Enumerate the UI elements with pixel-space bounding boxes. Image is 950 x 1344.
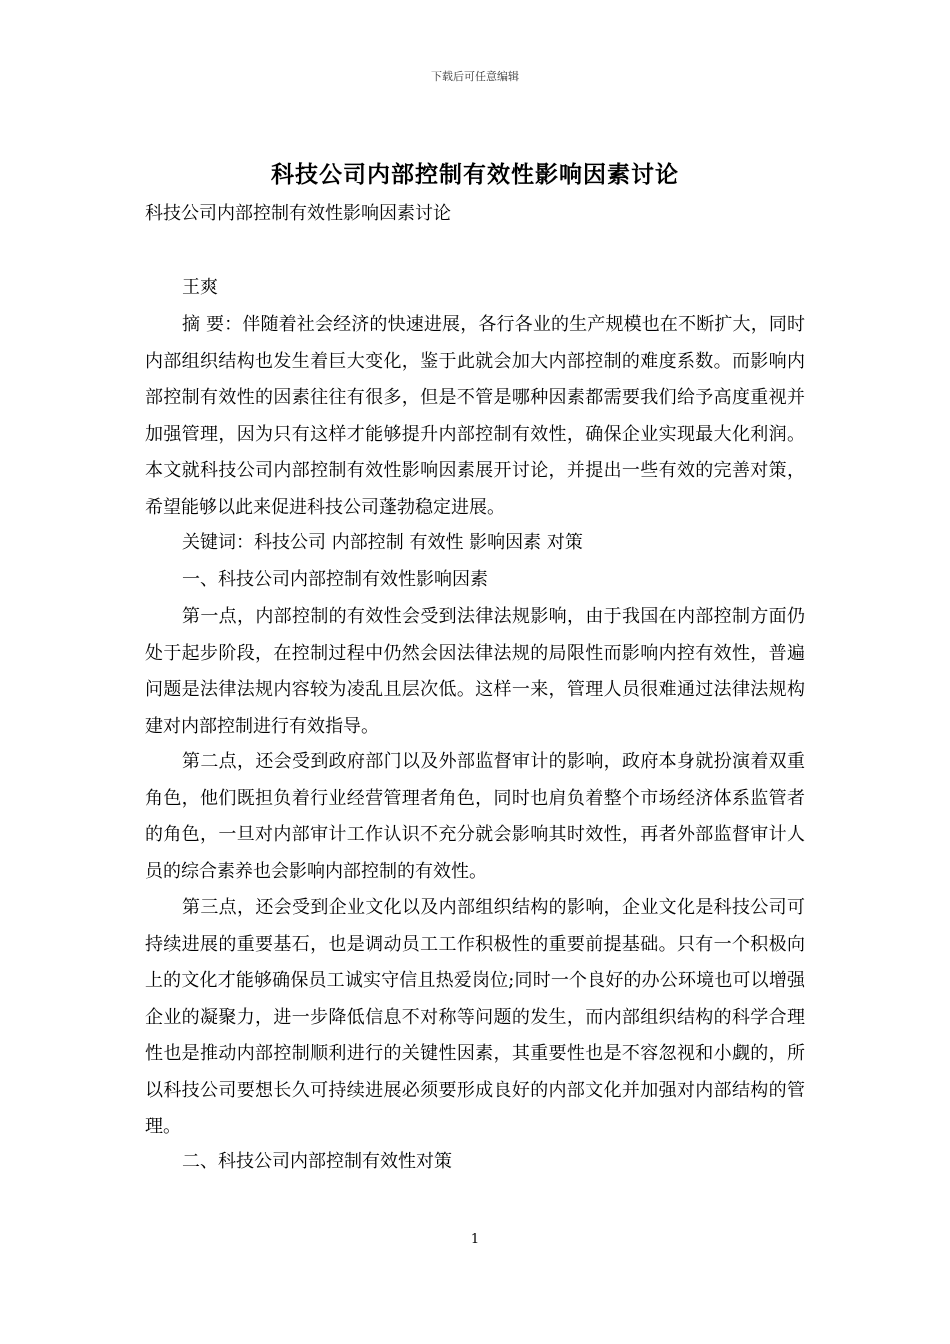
header-note: 下载后可任意编辑 (431, 70, 519, 83)
document-subtitle: 科技公司内部控制有效性影响因素讨论 (145, 203, 451, 224)
document-title: 科技公司内部控制有效性影响因素讨论 (271, 161, 679, 188)
author-name: 王爽 (182, 277, 218, 298)
abstract-paragraph: 摘 要：伴随着社会经济的快速进展，各行各业的生产规模也在不断扩大，同时内部组织结构也发生着巨大变化，鉴于此就会加大内部控制的难度系数。而影响内部控制有效性的因素往往有很多，但是不管是哪种因素都需要我们给予高度重视并加强管理，因为只有这样才能够提升内部控制有效性，确保企业实现最大化利润。本文就科技公司内部控制有效性影响因素展开讨论，并提出一些有效的完善对策，希望能够以此来促进科技公司蓬勃稳定进展。 (145, 314, 805, 518)
section-heading-1: 一、科技公司内部控制有效性影响因素 (182, 569, 488, 590)
body-paragraph-1: 第一点，内部控制的有效性会受到法律法规影响，由于我国在内部控制方面仍处于起步阶段，在控制过程中仍然会因法律法规的局限性而影响内控有效性，普遍问题是法律法规内容较为凌乱且层次低。这样一来，管理人员很难通过法律法规构建对内部控制进行有效指导。 (145, 606, 805, 737)
section-heading-2: 二、科技公司内部控制有效性对策 (182, 1151, 452, 1172)
page-number: 1 (470, 1232, 480, 1247)
keywords-line: 关键词：科技公司 内部控制 有效性 影响因素 对策 (182, 532, 583, 553)
body-paragraph-3: 第三点，还会受到企业文化以及内部组织结构的影响，企业文化是科技公司可持续进展的重要基石，也是调动员工工作积极性的重要前提基础。只有一个积极向上的文化才能够确保员工诚实守信且热爱岗位;同时一个良好的办公环境也可以增强企业的凝聚力，进一步降低信息不对称等问题的发生，而内部组织结构的科学合理性也是推动内部控制顺利进行的关键性因素，其重要性也是不容忽视和小觑的，所以科技公司要想长久可持续进展必须要形成良好的内部文化并加强对内部结构的管理。 (145, 897, 805, 1137)
body-paragraph-2: 第二点，还会受到政府部门以及外部监督审计的影响，政府本身就扮演着双重角色，他们既担负着行业经营管理者角色，同时也肩负着整个市场经济体系监管者的角色，一旦对内部审计工作认识不充分就会影响其时效性，再者外部监督审计人员的综合素养也会影响内部控制的有效性。 (145, 751, 805, 882)
